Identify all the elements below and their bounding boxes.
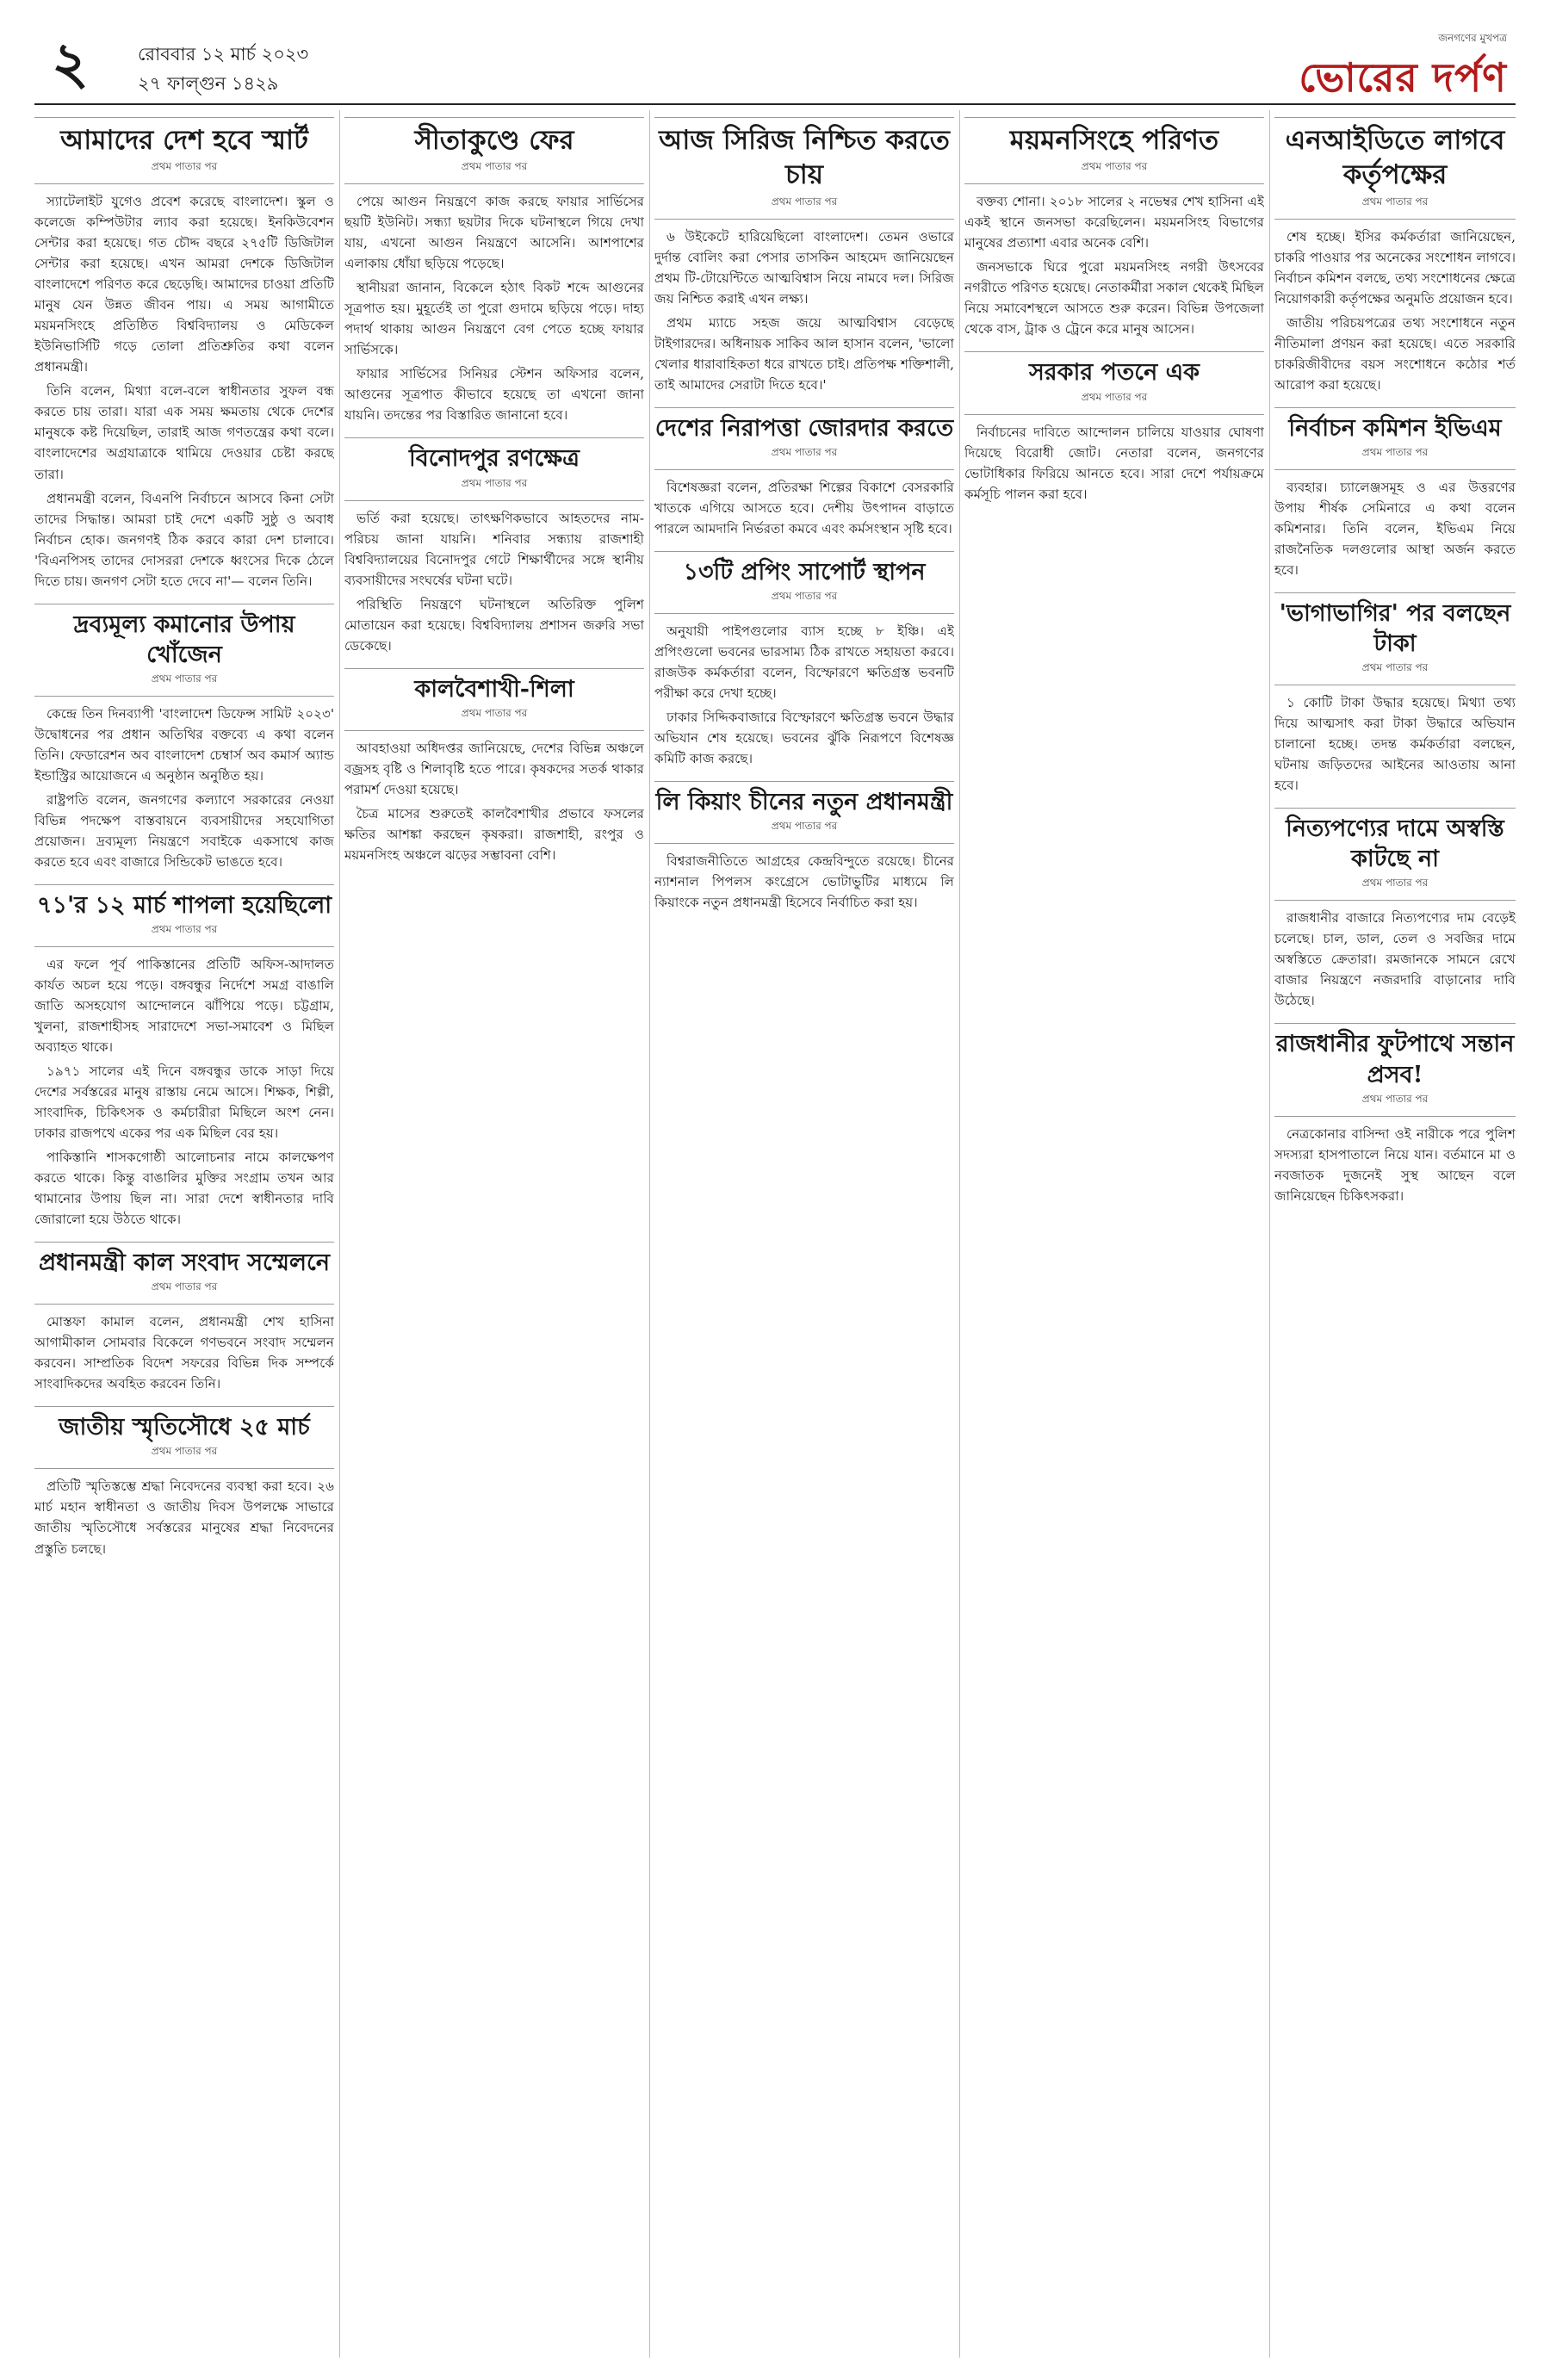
continued-label: প্রথম পাতার পর [771,445,838,458]
story-headline[interactable]: সীতাকুণ্ডে ফের [414,125,574,156]
news-story [344,437,644,655]
news-story [344,668,644,865]
story-paragraph: পাকিস্তানি শাসকগোষ্ঠী আলোচনার নামে কালক্ষেপণ করতে থাকে। কিন্তু বাঙালির মুক্তির সংগ্রাম তখন আর থামানোর উপায় ছিল না। সারা দেশে স্বাধীনতার দাবি জোরালো হয়ে উঠতে থাকে। [34,1150,334,1228]
story-paragraph: পরিস্থিতি নিয়ন্ত্রণে ঘটনাস্থলে অতিরিক্ত পুলিশ মোতায়েন করা হয়েছে। বিশ্ববিদ্যালয় প্রশাসন জরুরি সভা ডেকেছে। [344,596,644,654]
story-headline[interactable]: আমাদের দেশ হবে স্মার্ট [60,125,308,156]
brand-tagline: জনগণের মুখপত্র [1438,32,1507,44]
story-paragraph: জাতীয় পরিচয়পত্রের তথ্য সংশোধনে নতুন নীতিমালা প্রণয়ন করা হয়েছে। এতে সরকারি চাকরিজীবীদের বয়স সংশোধনে কঠোর শর্ত আরোপ করা হয়েছে। [1274,314,1516,393]
column-2 [344,110,644,2358]
news-story [654,781,954,913]
story-body [1274,692,1516,796]
headline-box [964,117,1264,184]
continued-label: প্রথম পাতার পর [1361,661,1429,674]
column-divider [649,110,650,2358]
headline-box [654,781,954,844]
headline-box [1274,1023,1516,1116]
story-headline[interactable]: দ্রব্যমূল্য কমানোর উপায় খোঁজেন [73,610,295,668]
story-headline[interactable]: বিনোদপুর রণক্ষেত্র [408,445,580,473]
headline-box [34,884,334,947]
story-body [1274,908,1516,1011]
continued-label: প্রথম পাতার পর [151,1445,218,1458]
story-body [1274,477,1516,580]
story-headline[interactable]: দেশের নিরাপত্তা জোরদার করতে [654,414,954,442]
story-headline[interactable]: জাতীয় স্মৃতিসৌধে ২৫ মার্চ [59,1414,310,1441]
story-headline[interactable]: রাজধানীর ফুটপাথে সন্তান প্রসব! [1275,1031,1515,1088]
headline-box [1274,808,1516,901]
story-paragraph: ব্যবহার। চ্যালেঞ্জসমূহ ও এর উত্তরণের উপায় শীর্ষক সেমিনারে এ কথা বলেন কমিশনার। তিনি বলেন, ইভিএম নিয়ে রাজনৈতিক দলগুলোর আস্থা অর্জন করতে হবে। [1274,479,1516,578]
story-body [344,738,644,865]
story-paragraph: রাজধানীর বাজারে নিত্যপণ্যের দাম বেড়েই চলেছে। চাল, ডাল, তেল ও সবজির দামে অস্বস্তিতে ক্রেতারা। রমজানকে সামনে রেখে বাজার নিয়ন্ত্রণে নজরদারি বাড়ানোর দাবি উঠেছে। [1274,910,1516,1009]
story-paragraph: জনসভাকে ঘিরে পুরো ময়মনসিংহ নগরী উৎসবের নগরীতে পরিণত হয়েছে। নেতাকর্মীরা সকাল থেকেই মিছিল নিয়ে সমাবেশস্থলে আসতে শুরু করেন। বিভিন্ন উপজেলা থেকে বাস, ট্রাক ও ট্রেনে করে মানুষ আসেন। [964,259,1264,338]
news-story [964,351,1264,504]
story-paragraph: ফায়ার সার্ভিসের সিনিয়র স্টেশন অফিসার বলেন, আগুনের সূত্রপাত কীভাবে হয়েছে তা এখনো জানা যায়নি। তদন্তের পর বিস্তারিত জানানো হবে। [344,366,644,424]
story-body [344,508,644,656]
story-headline[interactable]: 'ভাগাভাগির' পর বলছেন টাকা [1279,599,1511,657]
story-headline[interactable]: আজ সিরিজ নিশ্চিত করতে চায় [659,125,950,191]
date-weekday: রোববার ১২ মার্চ ২০২৩ [138,44,309,65]
story-paragraph: ভর্তি করা হয়েছে। তাৎক্ষণিকভাবে আহতদের নাম-পরিচয় জানা যায়নি। শনিবার সন্ধ্যায় রাজশাহী বিশ্ববিদ্যালয়ের বিনোদপুর গেটে শিক্ষার্থীদের সঙ্গে স্থানীয় ব্যবসায়ীদের সংঘর্ষের ঘটনা ঘটে। [344,510,644,588]
news-story [1274,117,1516,395]
story-headline[interactable]: নির্বাচন কমিশন ইভিএম [1288,414,1502,442]
story-headline[interactable]: কালবৈশাখী-শিলা [414,675,574,703]
continued-label: প্রথম পাতার পর [461,476,528,489]
brand-name: ভোরের দর্পণ [1299,54,1507,101]
story-headline[interactable]: প্রধানমন্ত্রী কাল সংবাদ সম্মেলনে [38,1249,331,1277]
story-paragraph: বক্তব্য শোনা। ২০১৮ সালের ২ নভেম্বর শেখ হাসিনা এই একই স্থানে জনসভা করেছিলেন। ময়মনসিংহ বিভাগের মানুষের প্রত্যাশা এবার অনেক বেশি। [964,194,1264,251]
news-story [964,117,1264,339]
story-paragraph: এর ফলে পূর্ব পাকিস্তানের প্রতিটি অফিস-আদালত কার্যত অচল হয়ে পড়ে। বঙ্গবন্ধুর নির্দেশে সমগ্র বাঙালি জাতি অসহযোগ আন্দোলনে ঝাঁপিয়ে পড়ে। চট্টগ্রাম, খুলনা, রাজশাহীসহ সারাদেশে সভা-সমাবেশ ও মিছিল অব্যাহত থাকে। [34,957,334,1056]
story-body [1274,1124,1516,1206]
continued-label: প্রথম পাতার পর [1361,877,1429,889]
headline-box [344,668,644,731]
story-body [654,477,954,539]
masthead-rule [34,103,1516,105]
story-body [654,226,954,395]
headline-box [34,604,334,697]
headline-box [1274,117,1516,220]
story-paragraph: প্রতিটি স্মৃতিস্তম্ভে শ্রদ্ধা নিবেদনের ব্যবস্থা করা হবে। ২৬ মার্চ মহান স্বাধীনতা ও জাতীয় দিবস উপলক্ষে সাভারে জাতীয় স্মৃতিসৌধে সর্বস্তরের মানুষের শ্রদ্ধা নিবেদনের প্রস্তুতি চলছে। [34,1478,334,1557]
story-headline[interactable]: ৭১'র ১২ মার্চ শাপলা হয়েছিলো [36,891,332,919]
story-headline[interactable]: নিত্যপণ্যের দামে অস্বস্তি কাটছে না [1286,815,1504,873]
news-story [1274,808,1516,1011]
story-headline[interactable]: ময়মনসিংহে পরিণত [1009,125,1219,156]
continued-label: প্রথম পাতার পর [1361,445,1429,458]
continued-label: প্রথম পাতার পর [1361,1092,1429,1105]
headline-box [654,551,954,614]
continued-label: প্রথম পাতার পর [1081,390,1148,403]
headline-box [344,437,644,500]
story-paragraph: পেয়ে আগুন নিয়ন্ত্রণে কাজ করছে ফায়ার সার্ভিসের ছয়টি ইউনিট। সন্ধ্যা ছয়টার দিকে ঘটনাস্থলে গিয়ে দেখা যায়, এখনো আগুন নিয়ন্ত্রণে আসেনি। আশপাশের এলাকায় ধোঁয়া ছড়িয়ে পড়েছে। [344,194,644,272]
story-body [1274,226,1516,395]
headline-box [964,351,1264,414]
story-body [964,422,1264,505]
story-body [34,1311,334,1394]
story-headline[interactable]: সরকার পতনে এক [1028,359,1200,387]
story-body [34,191,334,591]
story-body [34,703,334,872]
continued-label: প্রথম পাতার পর [1361,195,1429,208]
story-paragraph: প্রথম ম্যাচে সহজ জয়ে আত্মবিশ্বাস বেড়েছে টাইগারদের। অধিনায়ক সাকিব আল হাসান বলেন, 'ভালো খেলার ধারাবাহিকতা ধরে রাখতে চাই। প্রতিপক্ষ শক্তিশালী, তাই আমাদের সেরাটা দিতে হবে।' [654,314,954,393]
story-paragraph: রাষ্ট্রপতি বলেন, জনগণের কল্যাণে সরকারের নেওয়া বিভিন্ন পদক্ষেপ বাস্তবায়নে ব্যবসায়ীদের সহযোগিতা প্রয়োজন। দ্রব্যমূল্য নিয়ন্ত্রণে সবাইকে একসাথে কাজ করতে হবে এবং বাজারে সিন্ডিকেট ভাঙতে হবে। [34,791,334,870]
continued-label: প্রথম পাতার পর [461,160,528,173]
news-story [654,407,954,539]
column-divider [1269,110,1270,2358]
column-5 [1274,110,1516,2358]
story-headline[interactable]: এনআইডিতে লাগবে কর্তৃপক্ষের [1285,125,1505,191]
continued-label: প্রথম পাতার পর [151,672,218,685]
news-story [1274,407,1516,580]
news-story [34,1406,334,1559]
column-divider [339,110,340,2358]
column-1 [34,110,334,2358]
story-paragraph: চৈত্র মাসের শুরুতেই কালবৈশাখীর প্রভাবে ফসলের ক্ষতির আশঙ্কা করছেন কৃষকরা। রাজশাহী, রংপুর ও ময়মনসিংহ অঞ্চলে ঝড়ের সম্ভাবনা বেশি। [344,805,644,863]
continued-label: প্রথম পাতার পর [771,820,838,833]
date-box [138,40,308,98]
headline-box [1274,407,1516,470]
newspaper-logo [1299,31,1507,114]
column-divider [959,110,960,2358]
story-paragraph: বিশ্বরাজনীতিতে আগ্রহের কেন্দ্রবিন্দুতে রয়েছে। চীনের ন্যাশনাল পিপলস কংগ্রেসে ভোটাভুটির মাধ্যমে লি কিয়াংকে নতুন প্রধানমন্ত্রী হিসেবে নির্বাচিত করা হয়। [654,853,954,911]
story-paragraph: ১ কোটি টাকা উদ্ধার হয়েছে। মিথ্যা তথ্য দিয়ে আত্মসাৎ করা টাকা উদ্ধারে অভিযান চালানো হচ্ছে। তদন্ত কর্মকর্তারা বলছেন, ঘটনায় জড়িতদের আইনের আওতায় আনা হবে। [1274,695,1516,794]
news-story [1274,1023,1516,1205]
story-headline[interactable]: ১৩টি প্রপিং সাপোর্ট স্থাপন [683,558,926,586]
continued-label: প্রথম পাতার পর [1081,160,1148,173]
news-story [34,117,334,592]
story-paragraph: স্যাটেলাইট যুগেও প্রবেশ করেছে বাংলাদেশ। স্কুল ও কলেজে কম্পিউটার ল্যাব করা হয়েছে। ইনকিউবেশন সেন্টার করা হয়েছে। গত চৌদ্দ বছরে ২৭৫টি ডিজিটাল সেন্টার করা হয়েছে। এখন আমরা দেশকে ডিজিটাল বাংলাদেশে পরিণত করে ছেড়েছি। আমাদের চাওয়া প্রতিটি মানুষ যেন উন্নত জীবন পায়। এ সময় আগামীতে ময়মনসিংহে প্রতিষ্ঠিত বিশ্ববিদ্যালয় ও মেডিকেল ইউনিভার্সিটি গড়ে তোলা প্রতিশ্রুতির কথা বলেন প্রধানমন্ত্রী। [34,194,334,375]
column-4 [964,110,1264,2358]
headline-box [1274,592,1516,685]
headline-box [654,117,954,220]
headline-box [34,117,334,184]
story-body [344,191,644,425]
headline-box [344,117,644,184]
news-story [654,551,954,769]
story-paragraph: শেষ হচ্ছে। ইসির কর্মকর্তারা জানিয়েছেন, চাকরি পাওয়ার পর অনেকের সংশোধন লাগবে। নির্বাচন কমিশন বলছে, তথ্য সংশোধনের ক্ষেত্রে নিয়োগকারী কর্তৃপক্ষের অনুমতি প্রয়োজন হবে। [1274,228,1516,307]
headline-box [654,407,954,470]
story-paragraph: আবহাওয়া অধিদপ্তর জানিয়েছে, দেশের বিভিন্ন অঞ্চলে বজ্রসহ বৃষ্টি ও শিলাবৃষ্টি হতে পারে। কৃষকদের সতর্ক থাকার পরামর্শ দেওয়া হয়েছে। [344,740,644,797]
continued-label: প্রথম পাতার পর [461,706,528,719]
news-story [1274,592,1516,796]
story-paragraph: ৬ উইকেটে হারিয়েছিলো বাংলাদেশ। তেমন ওভারে দুর্দান্ত বোলিং করা পেসার তাসকিন আহমেদ জানিয়েছেন প্রথম টি-টোয়েন্টিতে আত্মবিশ্বাস নিয়ে নামবে দল। সিরিজ জয় নিশ্চিত করাই এখন লক্ষ্য। [654,228,954,307]
news-story [34,884,334,1230]
story-body [964,191,1264,339]
story-paragraph: স্থানীয়রা জানান, বিকেলে হঠাৎ বিকট শব্দে আগুনের সূত্রপাত হয়। মুহূর্তেই তা পুরো গুদামে ছড়িয়ে পড়ে। দাহ্য পদার্থ থাকায় আগুন নিয়ন্ত্রণে বেগ পেতে হচ্ছে ফায়ার সার্ভিসকে। [344,280,644,358]
masthead [34,26,1516,103]
story-paragraph: নির্বাচনের দাবিতে আন্দোলন চালিয়ে যাওয়ার ঘোষণা দিয়েছে বিরোধী জোট। নেতারা বলেন, জনগণের ভোটাধিকার ফিরিয়ে আনতে হবে। সারা দেশে পর্যায়ক্রমে কর্মসূচি পালন করা হবে। [964,424,1264,502]
story-paragraph: অনুযায়ী পাইপগুলোর ব্যাস হচ্ছে ৮ ইঞ্চি। এই প্রপিংগুলো ভবনের ভারসাম্য ঠিক রাখতে সহায়তা করবে। রাজউক কর্মকর্তারা বলেন, বিস্ফোরণে ক্ষতিগ্রস্ত ভবনটি পরীক্ষা করে দেখা হচ্ছে। [654,623,954,701]
story-paragraph: নেত্রকোনার বাসিন্দা ওই নারীকে পরে পুলিশ সদস্যরা হাসপাতালে নিয়ে যান। বর্তমানে মা ও নবজাতক দুজনেই সুস্থ আছেন বলে জানিয়েছেন চিকিৎসকরা। [1274,1125,1516,1204]
headline-box [34,1406,334,1469]
story-paragraph: কেন্দ্রে তিন দিনব্যাপী 'বাংলাদেশ ডিফেন্স সামিট ২০২৩' উদ্বোধনের পর প্রধান অতিথির বক্তব্যে এ কথা বলেন তিনি। ফেডারেশন অব বাংলাদেশ চেম্বার্স অব কমার্স অ্যান্ড ইন্ডাস্ট্রির আয়োজনে এ অনুষ্ঠান অনুষ্ঠিত হয়। [34,705,334,784]
story-body [654,851,954,913]
continued-label: প্রথম পাতার পর [151,1280,218,1293]
story-paragraph: তিনি বলেন, মিথ্যা বলে-বলে স্বাধীনতার সুফল বন্ধ করতে চায় তারা। যারা এক সময় ক্ষমতায় থেকে দেশের মানুষকে কষ্ট দিয়েছিল, তারাই আজ গণতন্ত্রের কথা বলে। বাংলাদেশের অগ্রযাত্রাকে থামিয়ে দেওয়ার চেষ্টা করছে তারা। [34,383,334,482]
story-body [654,621,954,769]
story-paragraph: ঢাকার সিদ্দিকবাজারে বিস্ফোরণে ক্ষতিগ্রস্ত ভবনে উদ্ধার অভিযান শেষ হয়েছে। ভবনের ঝুঁকি নিরূপণে বিশেষজ্ঞ কমিটি কাজ করছে। [654,710,954,767]
continued-label: প্রথম পাতার পর [151,923,218,935]
continued-label: প্রথম পাতার পর [151,160,218,173]
news-story [34,1242,334,1394]
continued-label: প্রথম পাতার পর [771,195,838,208]
story-paragraph: বিশেষজ্ঞরা বলেন, প্রতিরক্ষা শিল্পের বিকাশে বেসরকারি খাতকে এগিয়ে আসতে হবে। দেশীয় উৎপাদন বাড়াতে পারলে আমদানি নির্ভরতা কমবে এবং কর্মসংস্থান সৃষ্টি হবে। [654,479,954,536]
continued-label: প্রথম পাতার পর [771,589,838,602]
story-paragraph: মোস্তফা কামাল বলেন, প্রধানমন্ত্রী শেখ হাসিনা আগামীকাল সোমবার বিকেলে গণভবনে সংবাদ সম্মেলন করবেন। সাম্প্রতিক বিদেশ সফরের বিভিন্ন দিক সম্পর্কে সাংবাদিকদের অবহিত করবেন তিনি। [34,1314,334,1392]
column-3 [654,110,954,2358]
story-body [34,1476,334,1559]
news-story [34,604,334,872]
story-headline[interactable]: লি কিয়াং চীনের নতুন প্রধানমন্ত্রী [655,789,953,816]
story-paragraph: প্রধানমন্ত্রী বলেন, বিএনপি নির্বাচনে আসবে কিনা সেটা তাদের সিদ্ধান্ত। আমরা চাই দেশে একটি সুষ্ঠু ও অবাধ নির্বাচন হোক। জনগণই ঠিক করবে কারা দেশ চালাবে। 'বিএনপিসহ তাদের দোসররা দেশকে ধ্বংসের দিকে ঠেলে দিতে চায়। জনগণ সেটা হতে দেবে না'— বলেন তিনি। [34,490,334,589]
headline-box [34,1242,334,1305]
news-story [654,117,954,395]
story-body [34,954,334,1230]
page-number: ২ [52,29,89,96]
story-paragraph: ১৯৭১ সালের এই দিনে বঙ্গবন্ধুর ডাকে সাড়া দিয়ে দেশের সর্বস্তরের মানুষ রাস্তায় নেমে আসে। শিক্ষক, শিল্পী, সাংবাদিক, চিকিৎসক ও কর্মচারীরা মিছিলে অংশ নেন। ঢাকার রাজপথে একের পর এক মিছিল বের হয়। [34,1063,334,1142]
news-story [344,117,644,425]
date-bangla: ২৭ ফাল্গুন ১৪২৯ [138,73,279,94]
